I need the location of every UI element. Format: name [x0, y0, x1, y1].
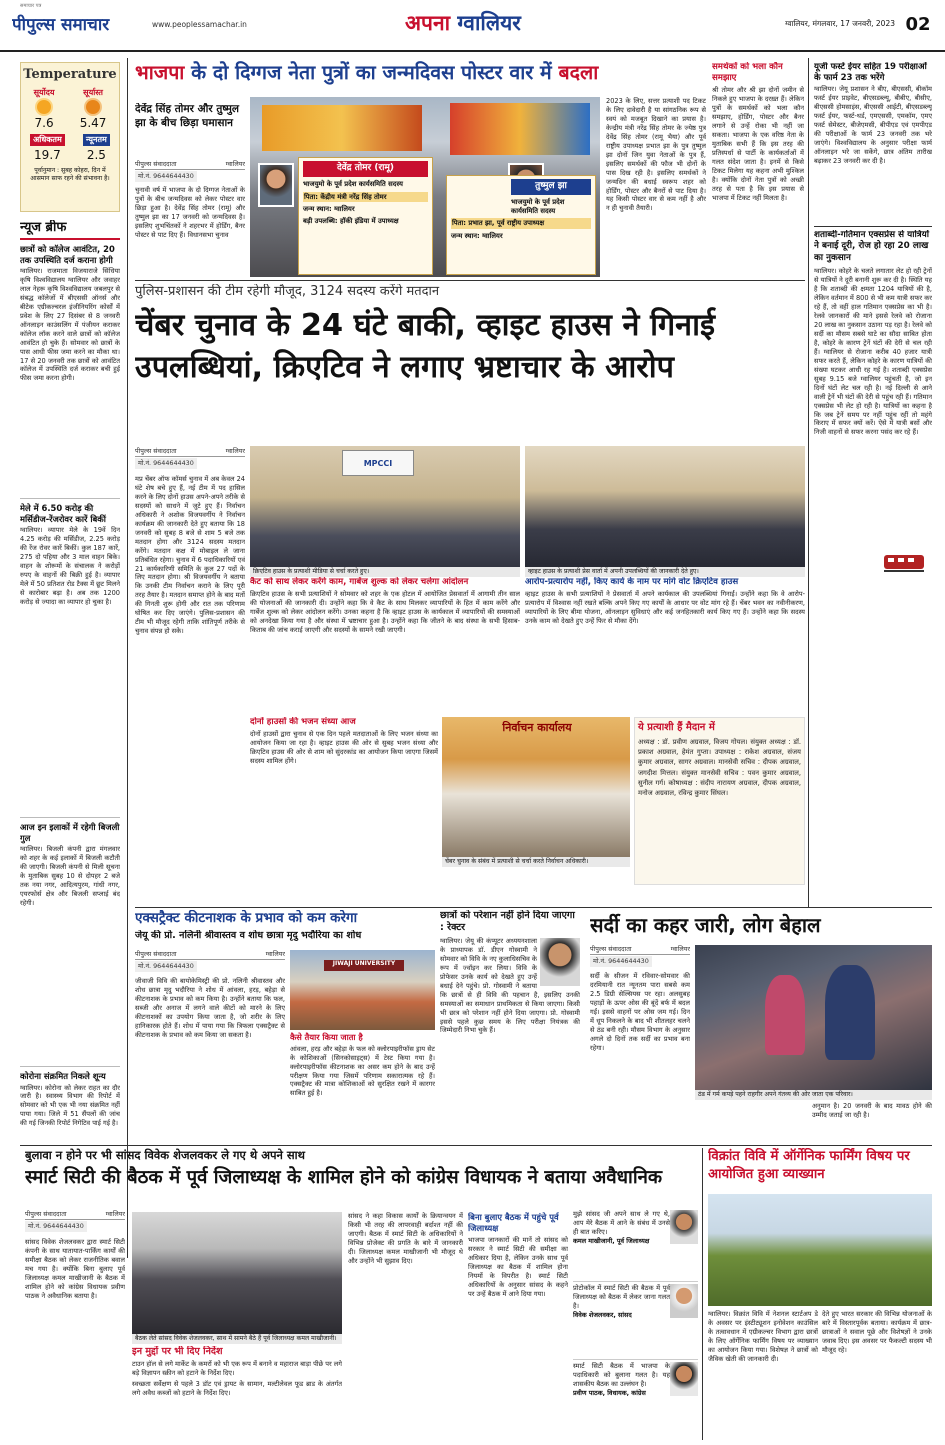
chamber-kicker: पुलिस-प्रशासन की टीम रहेगी मौजूद, 3124 सदस्य करेंगे मतदान: [135, 284, 440, 299]
smart-byline: [25, 1210, 125, 1236]
hoarding: [262, 105, 422, 151]
card-line: पिता: प्रभात झा, पूर्व राष्ट्रीय उपाध्यक्ष: [451, 218, 591, 229]
column-divider: [127, 58, 128, 1258]
byline-city: ग्वालियर: [225, 447, 245, 455]
quote-item: [573, 1210, 698, 1282]
forecast-text: पूर्वानुमान : सुबह कोहरा, दिन में आसमान साफ रहने की संभावना है।: [30, 166, 110, 182]
jiwaji-gate-photo: [290, 950, 435, 1030]
card-line: जन्म स्थान: ग्वालियर: [451, 232, 503, 241]
byline-phone: मो.नं. 9644644430: [25, 1221, 87, 1231]
chamber-sub3: [250, 717, 438, 867]
byline-phone: मो.नं. 9644644430: [135, 458, 197, 468]
card-name: तुष्मुल झा: [511, 179, 591, 195]
brief-item: [20, 244, 120, 499]
smart-headline: स्मार्ट सिटी की बैठक में पूर्व जिलाध्यक्ष के शामिल होने को कांग्रेस विधायक ने बताया अवैधानिक: [25, 1167, 663, 1188]
cold-byline: [590, 945, 690, 971]
smart-body: सांसद विवेक शेजलवकर द्वारा स्मार्ट सिटी कंपनी के साथ यातायात-पार्किंग कार्यों की समीक्षा बैठक को लेकर राजनीतिक बवाल मच गया है। क्योंकि बिना बुलाए पूर्व जिलाध्यक्ष कमल माखीजानी के बैठक में शामिल होने को कांग्रेस विधायक प्रवीण पाठक ने अवैधानिक बताया है।: [25, 1238, 125, 1300]
section-divider: [814, 226, 932, 227]
byline-name: पीपुल्स संवाददाता: [135, 160, 177, 168]
brief-headline: कोरोना संक्रमित निकले शून्य: [20, 1071, 106, 1081]
portrait-devendra: [258, 163, 294, 207]
column-divider: [702, 1148, 703, 1440]
sunset-label: सूर्यास्त: [83, 87, 103, 97]
byline-city: ग्वालियर: [265, 950, 285, 958]
ugc-body: ग्वालियर। जेयू प्रशासन ने बीए, बीएससी, बीकॉम फर्स्ट ईयर प्राइवेट, बीएसडब्ल्यू, बीबीए, बीसीए, बीएससी होमसाइंस, बीएससी आईटी, बीएसडब्ल्यू फर्स्ट ईयर, फर्स्ट-थर्ड, एमएससी, एमकॉम, एमए फर्स्ट सेमेस्टर, बीजेएमसी, बीपीएड एवं एमपीएड की परीक्षाओं के फार्म 23 जनवरी तक भरे जाएंगे। विश्वविद्यालय के अनुसार परीक्षा फार्म ऑनलाइन भरे जा सकेंगे, छात्र अंतिम तारीख बढ़ाकर 23 जनवरी कर दी है।: [814, 85, 932, 166]
website-url[interactable]: www.peoplessamachar.in: [152, 20, 247, 29]
directive-item: टाउन हॉल से लगे मार्केट के कमरों को भी एक रूप में बनाने व महाराज बाड़ा पीछे पर लगे बड़े विज्ञापन स्क्रीन को हटाने के निर्देश दिए।: [132, 1360, 342, 1378]
profile-card-devendra: [298, 157, 433, 275]
students-story: [440, 910, 580, 1142]
ugc-story: [814, 62, 932, 224]
supporters-body: श्री तोमर और श्री झा दोनों जमीन से निकले हुए भाजपा के दरख़्त हैं। लेकिन पुत्रों के समर्थकों को भला कौन समझाए, होर्डिंग, पोस्टर और बैनर लगाने से उन्हें रोका भी नहीं जा सकता। भाजपा के एक वरिष्ठ नेता के मुताबिक सभी हैं कि इस तरह की प्रतिस्पर्धा से पार्टी के कार्यकर्ताओं में गलत संदेश जाता है। इनमें से किसे टिकट मिलेगा यह कहना अभी मुश्किल है। क्योंकि दोनों नेता पुत्रों को अच्छी तरह से पता है कि इस प्रयास से भाजपा में टिकट नहीं मिलता है।: [712, 86, 804, 202]
quote-text: प्रोटोकॉल में स्मार्ट सिटी की बैठक में पूर्व जिलाध्यक्ष को बैठक में लेकर जाना गलत है।: [573, 1284, 670, 1310]
news-brief-list: [20, 244, 120, 1254]
masthead: [0, 0, 945, 52]
smart-col3: [468, 1212, 568, 1440]
sub1-body: क्रिएटिव हाउस के सभी प्रत्याशियों ने सोमवार को शहर के एक होटल में आयोजित प्रेसवार्ता में आगामी तीन साल की योजनाओं की जानकारी दी। उन्होंने कहा कि वे कैट के साथ मिलकर व्यापारियों के हित में काम करेंगे और गार्बेज शुल्क को लेकर आंदोलन करेंगे। उनका कहना है कि व्हाइट हाउस के कार्यकाल में व्यापारियों की समस्याओं को अनदेखा किया गया है और संस्था में भ्रष्टाचार हुआ है। उन्होंने कहा कि जीतने के बाद संस्था के सभी हिसाब-किताब की जांच कराई जाएगी और सदस्यों के सामने रखी जाएगी।: [250, 590, 520, 634]
rail-headline: शताब्दी-गतिमान एक्सप्रेस से यात्रियों ने बनाई दूरी, रोज हो रहा 20 लाख का नुकसान: [814, 230, 930, 263]
section-prefix: अपना: [405, 11, 451, 35]
weather-title: Temperature: [23, 67, 117, 82]
lead-headline-end: बदला: [558, 61, 599, 84]
card-line: बड़ी उपलब्धि: हॉकी इंडिया में उपाध्यक्ष: [303, 217, 399, 226]
byline-name: पीपुल्स संवाददाता: [135, 950, 177, 958]
extract-headline: एक्सट्रैक्ट कीटनाशक के प्रभाव को कम करेगा: [135, 910, 358, 926]
byline-name: पीपुल्स संवाददाता: [25, 1210, 67, 1218]
min-label: न्यूनतम: [83, 134, 110, 146]
photo-caption: क्रिएटिव हाउस के प्रत्याशी मीडिया से चर्चा करते हुए।: [250, 567, 520, 577]
card-name: देवेंद्र तोमर (रामू): [303, 161, 428, 177]
byline-city: ग्वालियर: [225, 160, 245, 168]
sub3-body: दोनों हाउसों द्वारा चुनाव से एक दिन पहले मतदाताओं के लिए भजन संध्या का आयोजन किया जा रहा है। व्हाइट हाउस की ओर से सुबह भजन संध्या और क्रिएटिव हाउस की ओर से शाम को सुंदरकांड का आयोजन किया जाएगा जिसमें सदस्य शामिल होंगे।: [250, 730, 438, 766]
sub2-headline: आरोप-प्रत्यारोप नहीं, किए कार्य के नाम पर मांगे वोट क्रिएटिव हाउस: [525, 577, 739, 587]
lead-headline: [135, 60, 695, 90]
person-silhouette: [825, 965, 875, 1060]
chamber-photo-whitehouse: [525, 446, 805, 574]
quote-by: प्रवीण पाठक, विधायक, कांग्रेस: [573, 1388, 646, 1397]
quote-portrait: [670, 1210, 698, 1244]
extract-sub-headline: कैसे तैयार किया जाता है: [290, 1032, 363, 1042]
max-label: अधिकतम: [30, 134, 65, 146]
max-value: 19.7: [34, 148, 61, 163]
card-line: जन्म स्थान: ग्वालियर: [303, 205, 355, 214]
brief-body: ग्वालियर। बिजली कंपनी द्वारा मंगलवार को शहर के कई इलाकों में बिजली कटौती की जाएगी। बिजली कंपनी से मिली सूचना के मुताबिक सुबह 10 से दोपहर 2 बजे तक नया नगर, आदित्यपुरम, गांधी नगर, एयरफोर्स क्षेत्र और बिजली सप्लाई बंद रहेगी।: [20, 845, 120, 907]
quote-by: कमल माखीजानी, पूर्व जिलाध्यक्ष: [573, 1236, 650, 1245]
students-headline: छात्रों को परेशान नहीं होने दिया जाएगा : रेक्टर: [440, 910, 575, 934]
brief-headline: छात्रों को कॉलेज आवंटित, 20 तक उपस्थिति दर्ज कराना होगी: [20, 244, 115, 265]
brief-headline: मेले में 6.50 करोड़ की मर्सिडीज-रेंजरोवर कारें बिकीं: [20, 503, 106, 524]
section-divider: [20, 1145, 932, 1146]
photo-caption: बैठक लेते सांसद विवेक शेजलवकर, साथ में सामने बैठे हैं पूर्व जिलाध्यक्ष कमल माखीजानी।: [132, 1334, 342, 1344]
extract-body: जीवाजी विवि की बायोकेमिस्ट्री की प्रो. नलिनी श्रीवास्तव और शोध छात्रा मृदु भदौरिया ने शोध में आंवला, हरड़, बहेड़ा से कीटनाशक के प्रभाव को कम किया है। उन्होंने बताया कि फल, सब्जी और अनाज में लगने वाले कीटों को मारने के लिए कीटनाशकों का उपयोग किया जाता है, जो शरीर के लिए हानिकारक होते हैं। शोध में पाया गया कि त्रिफला एक्सट्रैक्ट से कीटनाशक के प्रभाव को कम किया जा सकता है।: [135, 977, 285, 1039]
byline-city: ग्वालियर: [105, 1210, 125, 1218]
lead-headline-mid: के दो दिग्गज नेता पुत्रों का जन्मदिवस पोस्टर वार में: [191, 61, 552, 84]
logo-text: पीपुल्स समाचार: [12, 15, 110, 35]
column-divider: [808, 58, 809, 908]
train-icon: [884, 551, 924, 573]
byline-name: पीपुल्स संवाददाता: [590, 945, 632, 953]
rail-body: ग्वालियर। कोहरे के चलते लगातार लेट हो रही ट्रेनों से यात्रियों ने दूरी बनानी शुरू कर दी है। स्थिति यह है कि शताब्दी की क्षमता 1204 यात्रियों की है, लेकिन वर्तमान में 800 से भी कम यात्री सफर कर रहे हैं, तो वहीं हाल गतिमान एक्सप्रेस का भी है। रेलवे जानकारों की माने इससे रेलवे को रोजाना 20 लाख का नुकसान उठाना पड़ रहा है। रेलवे को सर्दी का मौसम सबसे घाटे का सौदा साबित होता है, कोहरे के कारण ट्रेनें घंटों की देरी से चल रही हैं। ग्वालियर से रोजाना करीब 40 हजार यात्री सफर करते हैं, लेकिन कोहरे के कारण यात्रियों की संख्या घटकर आधी रह गई है। शताब्दी एक्सप्रेस सुबह 9.15 बजे ग्वालियर पहुंचती है, जो इन दिनों घंटों लेट चल रही है। नई दिल्ली से आने वाली ट्रेनें भी घंटों की देरी से पहुंच रही हैं। गतिमान एक्सप्रेस भी लेट हो रही है। यात्रियों का कहना है कि जब ट्रेनें समय पर नहीं पहुंच रहीं तो महंगे किराए में सफर क्यों करें। ऐसे में यात्री बसों और निजी वाहनों से सफर करना पसंद कर रहे हैं।: [814, 267, 932, 437]
hoarding: [450, 103, 590, 155]
sub3-headline: दोनों हाउसों की भजन संध्या आज: [250, 717, 356, 727]
section-city: ग्वालियर: [457, 11, 521, 35]
election-office-photo: [442, 717, 630, 857]
byline-name: पीपुल्स संवाददाता: [135, 447, 177, 455]
news-brief-title: न्यूज ब्रीफ: [20, 220, 67, 235]
sunrise-value: 7.6: [34, 116, 54, 131]
news-brief-header: [20, 220, 120, 240]
card-line: भाजयुमो के पूर्व प्रदेश कार्यसमिति सदस्य: [511, 197, 565, 215]
profile-card-tushmul: [446, 175, 596, 275]
quote-by: विवेक शेजलवकर, सांसद: [573, 1310, 632, 1319]
brief-item: [20, 503, 120, 818]
sunset-value: 5.47: [79, 116, 107, 131]
brief-item: [20, 822, 120, 1067]
press-banner: MPCCI: [342, 450, 414, 476]
smart-col2: सांसद ने कहा विकास कार्यों के क्रियान्वयन में किसी भी तरह की लापरवाही बर्दाश्त नहीं की जाएगी। बैठक में स्मार्ट सिटी के अधिकारियों ने विभिन्न प्रोजेक्ट की प्रगति के बारे में जानकारी दी। जिलाध्यक्ष कमल माखीजानी भी मौजूद थे और उन्होंने भी सुझाव दिए।: [348, 1212, 463, 1265]
quote-portrait: [670, 1362, 698, 1396]
supporters-headline: समर्थकों को भला कौन समझाए: [712, 62, 783, 84]
candidates-headline: [638, 721, 801, 734]
smart-directives: [132, 1346, 342, 1441]
sub1-headline: कैट को साथ लेकर करेंगे काम, गार्बेज शुल्क को लेकर चलेगा आंदोलन: [250, 577, 469, 587]
photo-caption: चेंबर चुनाव के संबंध में प्रत्याशी से चर्चा करते निर्वाचन अधिकारी।: [442, 857, 630, 867]
students-body: ग्वालियर। जेयू की कंप्यूटर अध्ययनशाला के प्राध्यापक डॉ. डीएन गोस्वामी ने सोमवार को विवि के नए कुलाधिसचिव के रूप में ज्वॉइन कर लिया। विवि के प्रोफेसर उनके कार्य को देखते हुए उन्हें बधाई देने पहुंचे। प्रो. गोस्वामी ने बताया कि छात्रों से ही विवि की पहचान है, इसलिए उनकी समस्याओं का समाधान प्राथमिकता से किया जाएगा। किसी भी छात्र को परेशान नहीं होने दिया जाएगा। प्रो. गोस्वामी इससे पहले कुछ समय के लिए परीक्षा नियंत्रक की जिम्मेदारी निभा चुके हैं।: [440, 936, 580, 1035]
candidates-box: [634, 717, 805, 885]
ugc-headline: यूजी फर्स्ट ईयर सहित 19 परीक्षाओं के फार्म 23 तक भरेंगे: [814, 62, 927, 83]
byline-city: ग्वालियर: [670, 945, 690, 953]
supporters-box: [712, 62, 804, 242]
students-portrait: [540, 938, 580, 986]
cold-body: सर्दी के सीजन में रविवार-सोमवार की दरमियानी रात न्यूनतम पारा सबसे कम 2.5 डिग्री सेल्सियस पर रहा। अलसुबह पहाड़ों के ऊपर ओस की बूंदें बर्फ में बदल गईं। इससे वाहनों पर ओस जम गई। दिन में धूप निकलने के बाद भी शीतलहर चलने से ठंड बनी रही। मौसम विभाग के अनुसार अगले दो दिनों तक सर्दी का प्रभाव बना रहेगा।: [590, 972, 690, 1052]
chamber-sub2: [525, 577, 805, 712]
card-line: पिता: केंद्रीय मंत्री नरेंद्र सिंह तोमर: [303, 192, 428, 203]
quotes-column: [573, 1210, 698, 1442]
person-silhouette: [765, 975, 805, 1055]
quote-text: स्मार्ट सिटी बैठक में भाजपा के पदाधिकारी को बुलाना गलत है। यह शासकीय बैठक का उल्लंघन है।: [573, 1362, 670, 1388]
lead-byline: [135, 160, 245, 184]
min-value: 2.5: [86, 148, 106, 163]
organic-photo: [708, 1194, 932, 1306]
chamber-sub1: [250, 577, 520, 712]
brief-body: ग्वालियर। राजमाता विजयाराजे सिंधिया कृषि विश्वविद्यालय ग्वालियर और जवाहर लाल नेहरू कृषि विश्वविद्यालय जबलपुर से संबद्ध कॉलेजों में बीएससी ऑनर्स और बीटेक एग्रीकल्चरल इंजीनियरिंग कोर्सों में प्रवेश के लिए 27 दिसंबर से 8 जनवरी ऑनलाइन काउंसलिंग में पंजीयन कराकर कॉलेज लॉक करने वाले छात्रों को कॉलेज आवंटित हो चुके हैं। सोमवार को छात्रों के पास आधी फीस जमा करने का मौका था। 17 से 20 जनवरी तक छात्रों को आवंटित कॉलेज में उपस्थिति दर्ज कराकर बची हुई फीस जमा करना होगी।: [20, 267, 120, 383]
weather-box: [20, 62, 120, 212]
gate-sign: JIWAJI UNIVERSITY: [324, 960, 404, 971]
organic-body: ग्वालियर। विक्रांत विवि में नेशनल स्टार्टअप डे के अवसर पर इंस्टीट्यूशन इनोवेशन काउंसिल के तत्वावधान में एग्रीकल्चर विभाग द्वारा छात्रों के लिए ऑर्गेनिक फार्मिंग विषय पर व्याख्यान का आयोजन किया गया। विशेषज्ञ ने छात्रों को जैविक खेती की जानकारी दी।: [708, 1310, 818, 1363]
logo-tagline: समाचार पत्र: [20, 3, 42, 9]
chamber-headline: चेंबर चुनाव के 24 घंटे बाकी, व्हाइट हाउस ने गिनाई उपलब्धियां, क्रिएटिव ने लगाए भ्रष्टाचार के आरोप: [135, 308, 715, 386]
byline-phone: मो.नं. 9644644430: [135, 171, 197, 181]
sub2-body: व्हाइट हाउस के सभी प्रत्याशियों ने प्रेसवार्ता में अपने कार्यकाल की उपलब्धियां गिनाईं। उन्होंने कहा कि वे आरोप-प्रत्यारोप में विश्वास नहीं रखते बल्कि अपने किए गए कार्यों के आधार पर वोट मांग रहे हैं। चेंबर भवन का नवीनीकरण, व्यापारियों के लिए बीमा योजना, ऑनलाइन सुविधाएं और कई जनहितकारी कार्य किए गए हैं। उन्होंने कहा कि सदस्य उनके काम को देखते हुए उन्हें फिर से मौका देंगे।: [525, 590, 805, 626]
page-number: 02: [905, 14, 931, 35]
masthead-logo: [12, 14, 142, 38]
quote-portrait: [670, 1284, 698, 1318]
candidates-body: अध्यक्ष : डॉ. प्रवीण अग्रवाल, विजय गोयल। संयुक्त अध्यक्ष : डॉ. प्रकाश अग्रवाल, हेमंत गुप्ता। उपाध्यक्ष : राकेश अग्रवाल, संजय कुमार अग्रवाल, सागर अग्रवाल। मानसेवी सचिव : दीपक अग्रवाल, जगदीश मित्तल। संयुक्त मानसेवी सचिव : पवन कुमार अग्रवाल, सुनील गर्ग। कोषाध्यक्ष : संदीप नारायण अग्रवाल, दीपक अग्रवाल, मनोज अग्रवाल, रविन्द्र कुमार सिंघल।: [638, 738, 801, 797]
lead-body-2: 2023 के लिए, सत्तर प्रत्याशी पद टिकट के लिए दावेदारी है या सांगठनिक रूप से स्वयं को मजबूत दिखाने का प्रयास है। केन्द्रीय मंत्री नरेंद्र सिंह तोमर के ज्येष्ठ पुत्र देवेंद्र सिंह तोमर (रामू भैया) और पूर्व राष्ट्रीय उपाध्यक्ष प्रभात झा के पुत्र तुष्मुल झा दोनों जिन युवा नेताओं के पुत्र हैं, इसलिए समर्थकों की फौज भी दोनों के पास दिख रही है। इसलिए समर्थकों ने जन्मदिन की बधाई स्वरूप शहर को होर्डिंग, पोस्टर और बैनरों से पाट दिया है। यह किसी पोस्टर वार से कम नहीं है और न ही चुनावी तैयारी।: [606, 97, 706, 213]
chamber-photo-creative: [250, 446, 520, 574]
candidates-headline-text: ये प्रत्याशी हैं मैदान में: [638, 722, 715, 733]
col3-headline: बिना बुलाए बैठक में पहुंचे पूर्व जिलाध्यक्ष: [468, 1212, 559, 1233]
chamber-byline: [135, 447, 245, 473]
smart-kicker: बुलावा न होने पर भी सांसद विवेक शेजलवकर ले गए थे अपने साथ: [25, 1148, 305, 1162]
directive-item: स्वच्छता सर्वेक्षण से पहले 3 डॉट एवं ड्रायट के सामान, मल्टीलेवल फूड ब्राड के अंतर्गत लगे अवैध कब्जों को हटाने के निर्देश दिए।: [132, 1380, 342, 1398]
lead-body: चुनावी वर्ष में भाजपा के दो दिग्गज नेताओं के पुत्रों के बीच जन्मदिवस को लेकर पोस्टर वार छिड़ा हुआ है। देवेंद्र सिंह तोमर (रामू) और तुष्मुल झा का 17 जनवरी को जन्मदिवस है। इसलिए शुभचिंतकों ने शहरभर में होर्डिंग, बैनर पोस्टर से पाट दिए हैं। विधानसभा चुनाव: [135, 186, 245, 239]
brief-headline: आज इन इलाकों में रहेगी बिजली गुल: [20, 822, 120, 843]
rail-story: [814, 230, 932, 890]
brief-body: ग्वालियर। व्यापार मेले के 19वें दिन 4.25 करोड़ की मर्सिडीज, 2.25 करोड़ की रेंज रोवर कारें बिकीं। कुल 187 कारें, 275 दो पहिया और 3 माल वाहन बिके। वाहन के शोरूमों के संचालक ने करोड़ों रुपए के वाहनों की बिक्री हुई है। व्यापार मेले में 50 प्रतिशत रोड टैक्स में छूट मिलने से कारोबार बढ़ा है। अब तक 1200 करोड़ से ज्यादा का व्यापार हो चुका है।: [20, 526, 120, 606]
dateline: ग्वालियर, मंगलवार, 17 जनवरी, 2023: [785, 19, 895, 28]
photo-caption: ठंड में गर्म कपड़े पहने राहगीर अपने गंतव्य की ओर जाता एक परिवार।: [695, 1090, 932, 1100]
section-title: [405, 10, 585, 42]
lead-deck: देवेंद्र सिंह तोमर और तुष्मुल झा के बीच छिड़ा घमासान: [135, 103, 240, 129]
photo-caption: व्हाइट हाउस के प्रत्याशी प्रेस वार्ता में अपनी उपलब्धियों की जानकारी देते हुए।: [525, 567, 805, 577]
lead-photo: [250, 97, 600, 277]
election-office-sign: निर्वाचन कार्यालय: [502, 721, 572, 734]
brief-body: ग्वालियर। कोरोना को लेकर राहत का दौर जारी है। स्वास्थ्य विभाग की रिपोर्ट में सोमवार को भी एक भी नया संक्रमित नहीं पाया गया। जिले में 51 सैंपलों की जांच की गई जिनकी रिपोर्ट निगेटिव पाई गई है।: [20, 1083, 120, 1128]
sunrise-label: सूर्योदय: [33, 87, 55, 97]
lead-headline-party: भाजपा: [135, 61, 185, 84]
cold-headline: सर्दी का कहर जारी, लोग बेहाल: [590, 913, 821, 937]
extract-deck: जेयू की प्रो. नलिनी श्रीवास्तव व शोध छात्रा मृदु भदौरिया का शोध: [135, 930, 362, 941]
cold-body-2: अनुमान है। 20 जनवरी के बाद मावठ होने की उम्मीद जताई जा रही है।: [812, 1102, 932, 1119]
extract-byline: [135, 950, 285, 976]
col3-body: भाजपा जानकारों की मानें तो सांसद को सरकार ने स्मार्ट सिटी की समीक्षा का अधिकार दिया है, लेकिन उनके साथ पूर्व जिलाध्यक्ष का बैठक में शामिल होना नियमों के विपरीत है। स्मार्ट सिटी अधिकारियों के अनुसार सांसद के कहने पर उन्हें बैठक में आने दिया गया।: [468, 1235, 568, 1298]
section-divider: [135, 907, 932, 908]
chamber-body: मप्र चेंबर ऑफ कॉमर्स चुनाव में अब केवल 24 घंटे शेष बचे हुए हैं, नई टीम में पद हासिल करने के लिए दोनों हाउस अपने-अपने तरीके से सदस्यों को साधने में जुटे हुए हैं। निर्वाचन अधिकारी ने अशोक विजयवर्गीय ने निर्वाचन कार्यक्रम की जानकारी देते हुए बताया कि 18 जनवरी को सुबह 8 बजे से शाम 5 बजे तक मतदान होगा और 3124 सदस्य मतदान करेंगे। मतदान कक्ष में मोबाइल ले जाना प्रतिबंधित रहेगा। चुनाव में 6 पदाधिकारियों एवं 21 कार्यकारिणी समिति के कुल 27 पदों के लिए मतदान होगा। श्री विजयवर्गीय ने बताया कि उनकी टीम निर्वाचन कराने के लिए पूरी तरह तैयार है। मतदान समाप्त होने के बाद मतों की गिनती शुरू होगी और रात तक परिणाम घोषित कर दिए जाएंगे। पुलिस-प्रशासन की टीम भी मौजूद रहेगी ताकि शांतिपूर्ण तरीके से चुनाव संपन्न हो सके।: [135, 475, 245, 636]
cold-photo: [695, 945, 932, 1090]
organic-headline: विक्रांत विवि में ऑर्गेनिक फार्मिंग विषय पर आयोजित हुआ व्याख्यान: [708, 1149, 910, 1183]
quote-text: मुझे सांसद जी अपने साथ ले गए थे, आप मेरे बैठक में आने के संबंध में उनसे ही बात करिए।: [573, 1210, 670, 1236]
quote-item: [573, 1360, 698, 1438]
extract-sub-body: आंवला, हरड़ और बहेड़ा के फल को क्लोरपाइरीफॉस ड्राय सेट के कोशिकाओं (सिनकोसाइट्स) में टेस्ट किया गया है। क्लोरपाइरीफॉस कीटनाशक का असर कम होने के बाद उन्हें परीक्षण किया गया जिसमें परिणाम सकारात्मक रहे हैं। एक्सट्रैक्ट की मात्रा कोशिकाओं को सुरक्षित रखने में कारगर साबित हुई है।: [290, 1044, 435, 1098]
byline-phone: मो.नं. 9644644430: [135, 961, 197, 971]
directives-headline: इन मुद्दों पर भी दिए निर्देश: [132, 1346, 223, 1357]
byline-phone: मो.नं. 9644644430: [590, 956, 652, 966]
extract-sub: [290, 1032, 435, 1140]
sunset-icon: [86, 100, 100, 114]
card-line: भाजयुमो के पूर्व प्रदेश कार्यसमिति सदस्य: [303, 179, 403, 188]
quote-item: [573, 1282, 698, 1360]
smart-meeting-photo: [132, 1212, 342, 1334]
section-divider: [135, 280, 805, 281]
sun-icon: [37, 100, 51, 114]
organic-body-2: देते हुए भारत सरकार की विभिन्न योजनाओं के बारे में विस्तारपूर्वक बताया। कार्यक्रम में छात्र-छात्राओं ने सवाल पूछे और विशेषज्ञों ने उनके जवाब दिए। इस अवसर पर फैकल्टी सदस्य भी मौजूद रहे।: [822, 1310, 932, 1354]
